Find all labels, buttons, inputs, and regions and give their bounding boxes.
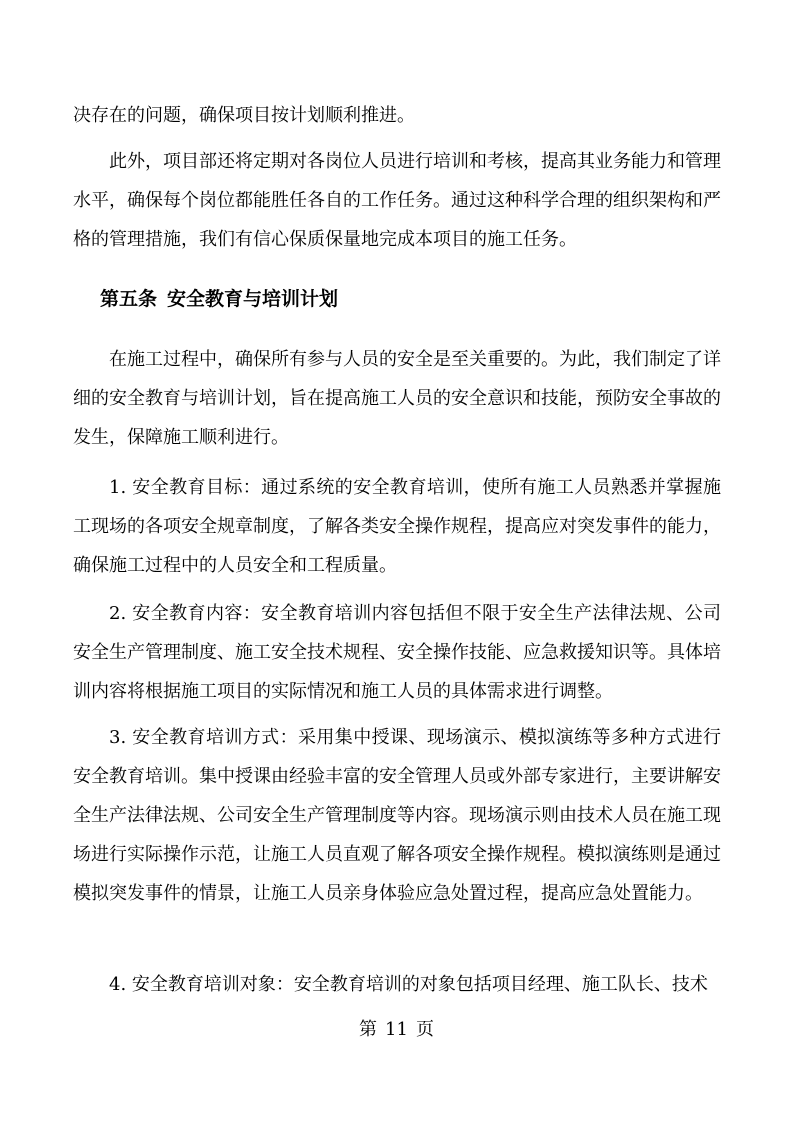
section-number: 第五条: [100, 288, 158, 310]
paragraph-item-1: 1. 安全教育目标：通过系统的安全教育培训，使所有施工人员熟悉并掌握施工现场的各项安全规章制度，了解各类安全操作规程，提高应对突发事件的能力，确保施工过程中的人员安全和工程质量。: [73, 477, 721, 576]
paragraph-intro: 在施工过程中，确保所有参与人员的安全是至关重要的。为此，我们制定了详细的安全教育与培训计划，旨在提高施工人员的安全意识和技能，预防安全事故的发生，保障施工顺利进行。: [73, 349, 721, 448]
paragraph-continuation: 决存在的问题，确保项目按计划顺利推进。: [73, 105, 415, 126]
section-title: 安全教育与培训计划: [167, 288, 339, 310]
section-heading: [100, 284, 338, 314]
paragraph-item-4: 4. 安全教育培训对象：安全教育培训的对象包括项目经理、施工队长、技术: [109, 974, 708, 995]
paragraph-item-3: 3. 安全教育培训方式：采用集中授课、现场演示、模拟演练等多种方式进行安全教育培训。集中授课由经验丰富的安全管理人员或外部专家进行，主要讲解安全生产法律法规、公司安全生产管理制度等内容。现场演示则由技术人员在施工现场进行实际操作示范，让施工人员直观了解各项安全操作规程。模拟演练则是通过模拟突发事件的情景，让施工人员亲身体验应急处置过程，提高应急处置能力。: [73, 727, 721, 904]
paragraph-training-assessment: 此外，项目部还将定期对各岗位人员进行培训和考核，提高其业务能力和管理水平，确保每个岗位都能胜任各自的工作任务。通过这种科学合理的组织架构和严格的管理措施，我们有信心保质保量地完成本项目的施工任务。: [73, 151, 721, 250]
paragraph-item-2: 2. 安全教育内容：安全教育培训内容包括但不限于安全生产法律法规、公司安全生产管理制度、施工安全技术规程、安全操作技能、应急救援知识等。具体培训内容将根据施工项目的实际情况和施工人员的具体需求进行调整。: [73, 603, 721, 702]
footer-prefix: 第: [359, 1019, 378, 1040]
page-footer: [0, 1016, 793, 1044]
footer-suffix: 页: [415, 1019, 434, 1040]
page-number: 11: [385, 1019, 408, 1040]
